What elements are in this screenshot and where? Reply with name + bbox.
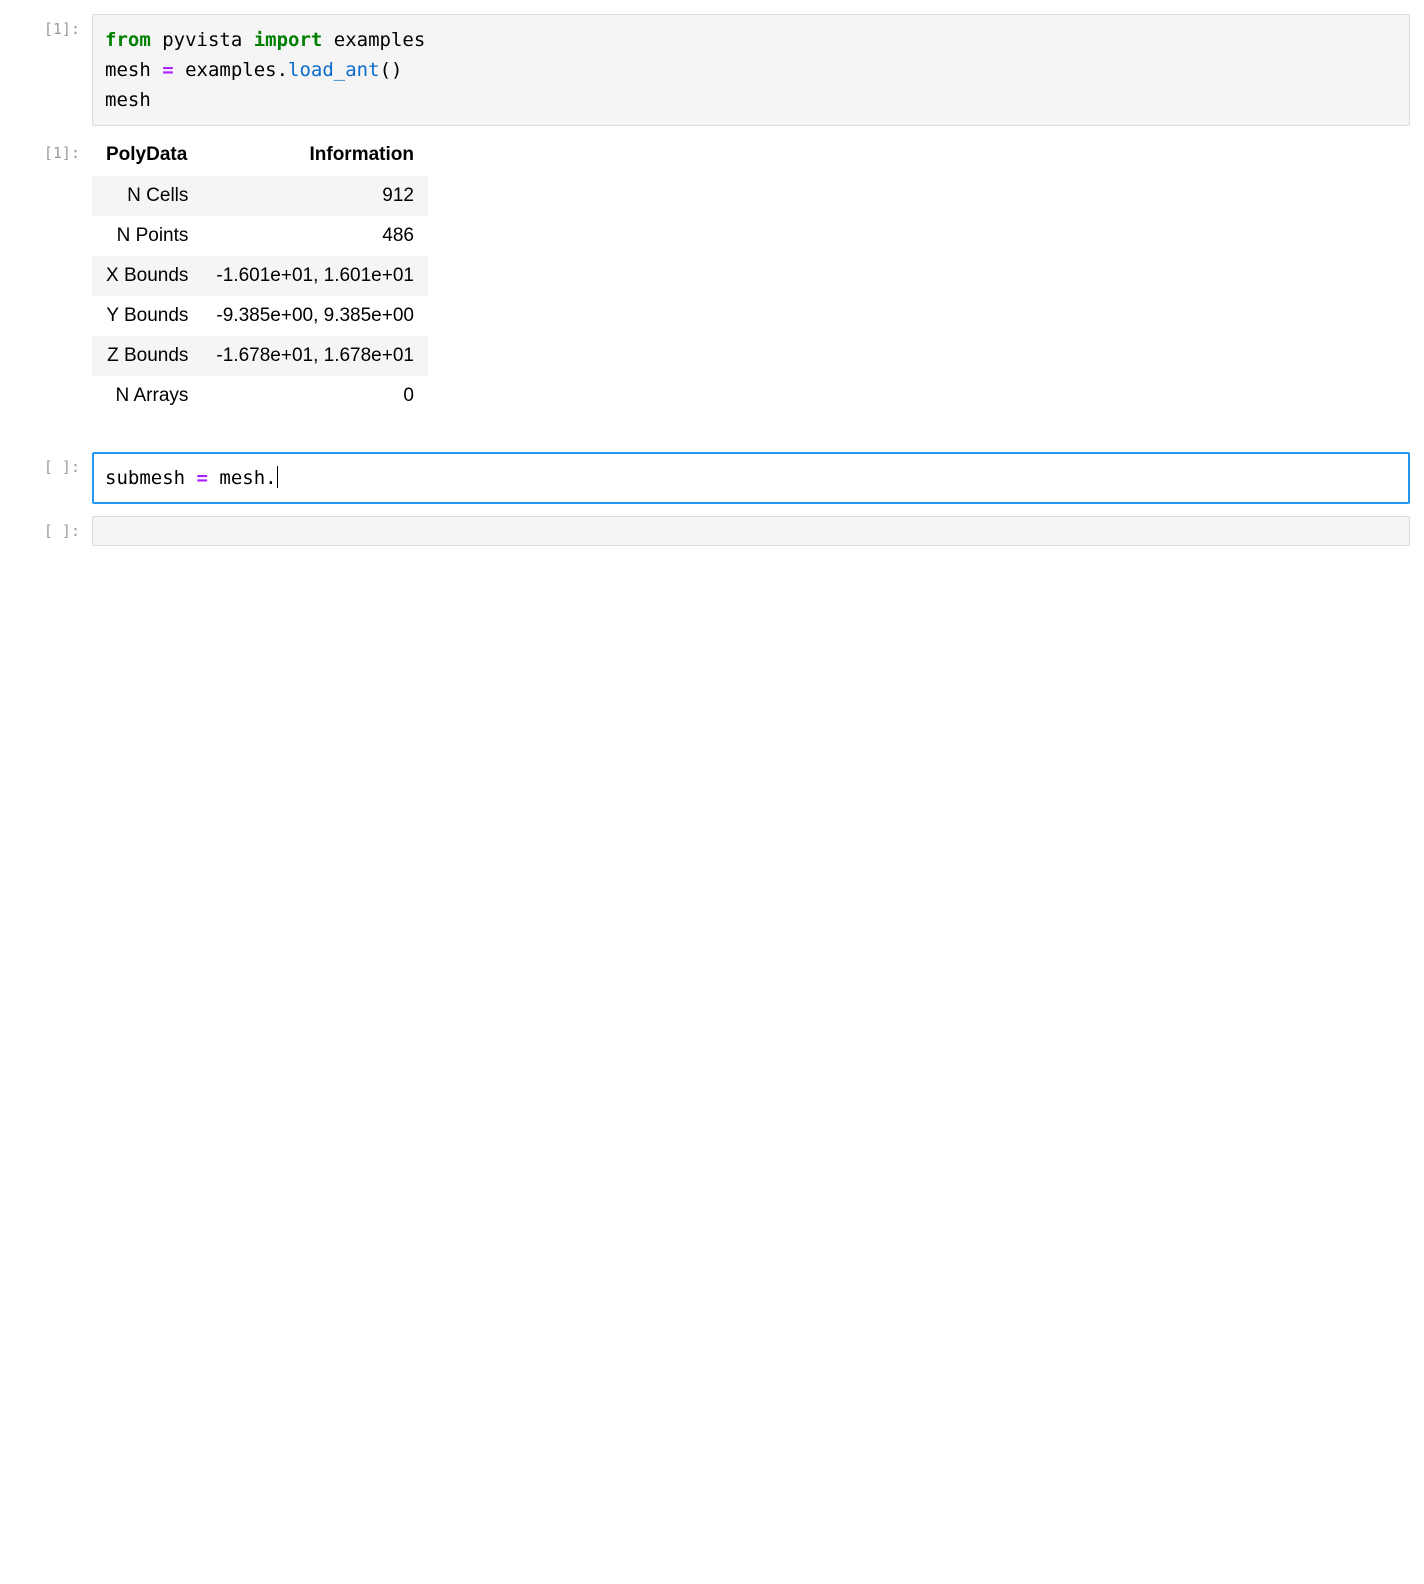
info-table-header-left: PolyData: [106, 144, 188, 165]
cell-prompt-2: [ ]:: [43, 458, 80, 476]
row-value-n-points: 486: [382, 225, 414, 246]
code-editor-2[interactable]: [92, 452, 1410, 504]
code-cell-3-empty[interactable]: [14, 516, 1410, 546]
table-row: [92, 176, 428, 216]
output-cell-1: [14, 132, 1410, 416]
row-label-n-arrays: N Arrays: [115, 385, 189, 406]
info-table-body: [92, 176, 428, 416]
token-keyword-import: import: [253, 29, 323, 51]
row-label-z-bounds: Z Bounds: [92, 336, 202, 376]
token-name-examples-dot: examples.: [173, 59, 289, 81]
text-caret: [277, 466, 278, 488]
info-table-head: [92, 136, 428, 176]
table-row: [92, 216, 428, 256]
token-name-mesh: mesh: [105, 59, 163, 81]
code-line-1: [105, 29, 425, 51]
row-value-n-arrays: 0: [403, 385, 414, 406]
token-keyword-from: from: [105, 29, 151, 51]
cell-prompt-1: [1]:: [43, 20, 80, 38]
token-operator-assign: =: [162, 59, 174, 81]
row-value-y-bounds: -9.385e+00, 9.385e+00: [216, 305, 414, 326]
token-mesh-attr-access: mesh.: [207, 467, 277, 489]
token-module-pyvista: pyvista: [150, 29, 254, 51]
code-cell-1[interactable]: [14, 14, 1410, 126]
token-name-submesh: submesh: [105, 467, 197, 489]
table-row: [92, 376, 428, 416]
token-name-mesh-echo: mesh: [105, 89, 151, 111]
info-table-header-row: [92, 136, 428, 176]
output-body: [92, 132, 1410, 416]
code-editor-3[interactable]: [92, 516, 1410, 546]
row-value-n-cells: 912: [202, 176, 428, 216]
row-value-x-bounds: -1.601e+01, 1.601e+01: [202, 256, 428, 296]
code-line-3: [105, 89, 151, 111]
code-editor-1[interactable]: [92, 14, 1410, 126]
row-label-n-cells: N Cells: [92, 176, 202, 216]
row-label-n-points: N Points: [116, 225, 189, 246]
code-cell-2-active[interactable]: [14, 452, 1410, 504]
row-label-x-bounds: X Bounds: [92, 256, 202, 296]
token-parens: (): [379, 59, 403, 81]
table-row: [92, 296, 428, 336]
output-prompt-1: [1]:: [43, 144, 80, 162]
cell-prompt-3: [ ]:: [43, 522, 80, 540]
token-name-examples: examples: [322, 29, 426, 51]
table-row: [92, 336, 428, 376]
polydata-info-table: [92, 136, 428, 416]
row-label-y-bounds: Y Bounds: [106, 305, 189, 326]
token-function-load-ant: load_ant: [288, 59, 380, 81]
row-value-z-bounds: -1.678e+01, 1.678e+01: [202, 336, 428, 376]
table-row: [92, 256, 428, 296]
code-line-2: [105, 59, 402, 81]
token-operator-assign-2: =: [196, 467, 208, 489]
info-table-header-right: Information: [309, 144, 414, 165]
notebook-container: [0, 0, 1424, 546]
